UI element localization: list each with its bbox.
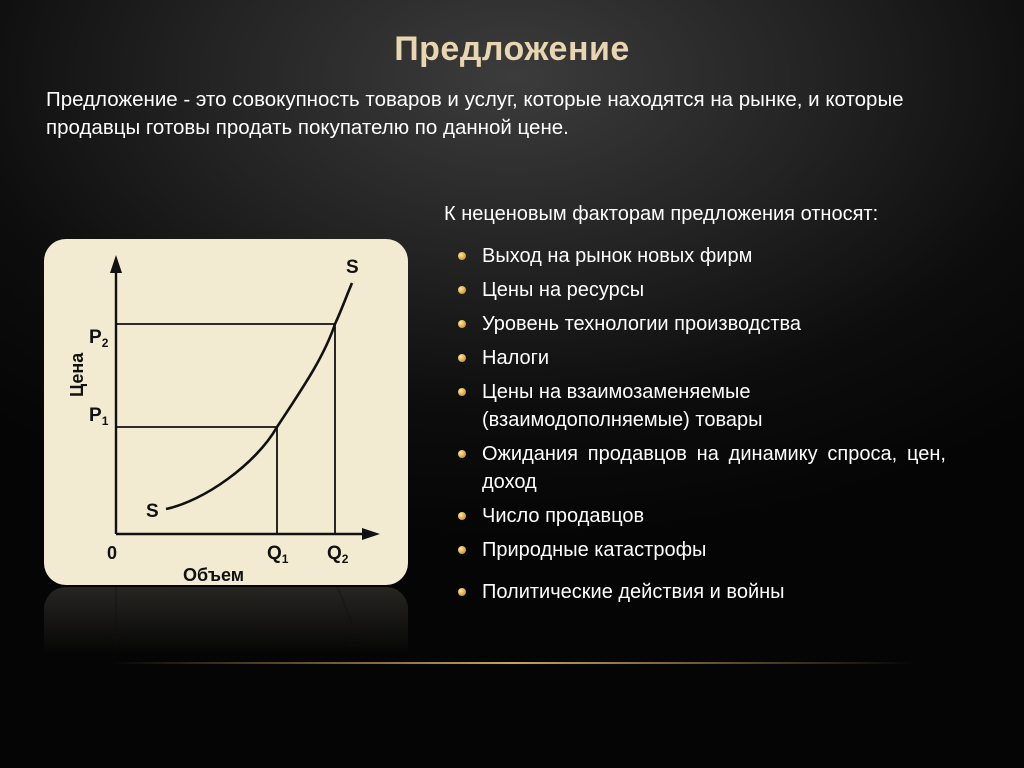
q2-label: $Q_2$ xyxy=(327,543,349,566)
factor-item-expectations: Ожидания продавцов на динамику спроса, цен, доход xyxy=(458,440,946,496)
curve-label-bottom: S xyxy=(146,501,159,522)
supply-curve xyxy=(166,283,352,509)
q1-label: $Q_1$ xyxy=(267,543,289,566)
factor-item-taxes: Налоги xyxy=(458,344,946,372)
bullet-icon xyxy=(458,286,466,294)
bullet-icon xyxy=(458,252,466,260)
factor-item-technology: Уровень технологии производства xyxy=(458,310,946,338)
bullet-icon xyxy=(458,320,466,328)
origin-label: 0 xyxy=(107,543,118,563)
bullet-icon xyxy=(458,450,466,458)
bullet-icon xyxy=(458,546,466,554)
y-axis-arrow xyxy=(110,255,122,273)
graph-reflection xyxy=(44,587,408,667)
factor-item-politics: Политические действия и войны xyxy=(458,578,946,606)
factor-item-disasters: Природные катастрофы xyxy=(458,536,946,564)
supply-graph xyxy=(44,239,408,585)
curve-label-top: S xyxy=(346,257,359,278)
slide-title: Предложение xyxy=(394,30,630,68)
factor-item-new-firms: Выход на рынок новых фирм xyxy=(458,242,946,270)
x-axis-arrow xyxy=(362,528,380,540)
supply-graph-card xyxy=(44,239,408,585)
bullet-icon xyxy=(458,588,466,596)
y-axis-label: Цена xyxy=(67,352,87,397)
factors-intro: К неценовым факторам предложения относят: xyxy=(444,203,879,225)
x-axis-label: Объем xyxy=(183,565,245,585)
p1-label: $P_1$ xyxy=(89,405,109,428)
factor-item-resource-prices: Цены на ресурсы xyxy=(458,276,946,304)
definition-text: Предложение - это совокупность товаров и услуг, которые находятся на рынке, и которые продавцы готовы продать покупателю по данной цене. xyxy=(46,88,904,139)
bullet-icon xyxy=(458,354,466,362)
p2-label: $P_2$ xyxy=(89,327,109,350)
factor-item-related-goods: Цены на взаимозаменяемые (взаимодополняемые) товары xyxy=(458,378,946,434)
factor-item-seller-count: Число продавцов xyxy=(458,502,946,530)
bullet-icon xyxy=(458,388,466,396)
factors-list xyxy=(458,242,946,612)
svg-text:S: S xyxy=(346,628,359,649)
gold-divider-line xyxy=(110,662,914,664)
bullet-icon xyxy=(458,512,466,520)
